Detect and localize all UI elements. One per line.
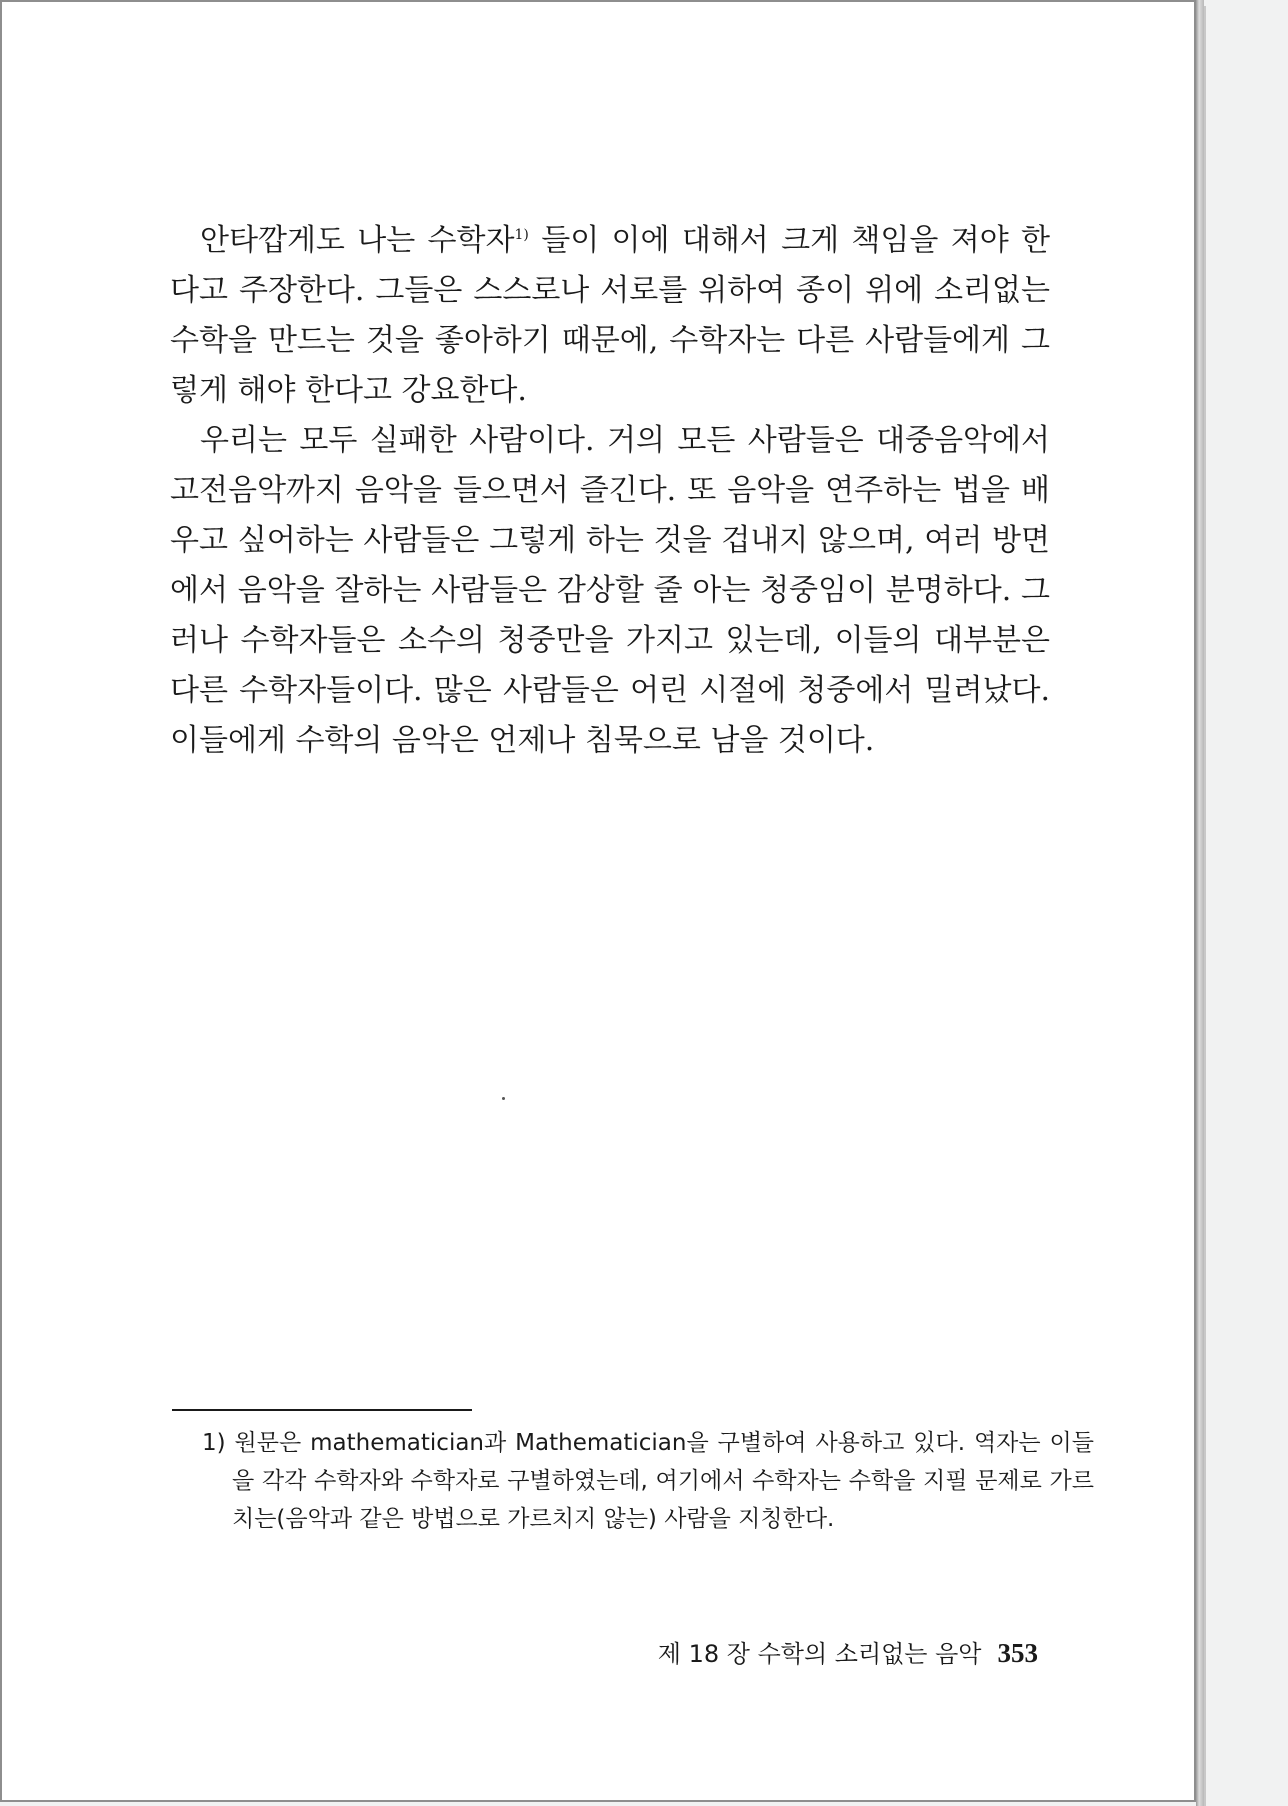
running-footer xyxy=(658,1634,1038,1669)
page-edge-line xyxy=(1204,6,1206,1806)
paragraph-2: 우리는 모두 실패한 사람이다. 거의 모든 사람들은 대중음악에서 고전음악까지 음악을 들으면서 즐긴다. 또 음악을 연주하는 법을 배우고 싶어하는 사람들은 그렇게 하는 것을 겁내지 않으며, 여러 방면에서 음악을 잘하는 사람들은 감상할 줄 아는 청중임이 분명하다. 그러나 수학자들은 소수의 청중만을 가지고 있는데, 이들의 대부분은 다른 수학자들이다. 많은 사람들은 어린 시절에 청중에서 밀려났다. 이들에게 수학의 음악은 언제나 침묵으로 남을 것이다. xyxy=(170,423,1050,758)
page-number: 353 xyxy=(997,1638,1038,1668)
footnote-reference: 1) xyxy=(514,227,529,243)
body-text xyxy=(170,216,1050,766)
footnote: 1) 원문은 mathematician과 Mathematician을 구별하여 사용하고 있다. 역자는 이들을 각각 수학자와 수학자로 구별하였는데, 여기에서 수학자는 수학을 지필 문제로 가르치는(음악과 같은 방법으로 가르치지 않는) 사람을 지칭한다. xyxy=(202,1430,1094,1532)
chapter-title: 제 18 장 수학의 소리없는 음악 xyxy=(657,1640,982,1668)
paragraph-1-start: 안타깝게도 나는 수학자 xyxy=(200,223,515,258)
paragraph-1 xyxy=(170,216,1050,416)
paragraph-1-end: 들이 이에 대해서 크게 책임을 져야 한다고 주장한다. 그들은 스스로나 서로를 위하여 종이 위에 소리없는 수학을 만드는 것을 좋아하기 때문에, 수학자는 다른 사람들에게 그렇게 해야 한다고 강요한다. xyxy=(170,223,1051,408)
footnote-rule xyxy=(172,1409,472,1411)
scan-speck xyxy=(502,1097,505,1100)
page-edge-shadow xyxy=(1196,0,1204,1806)
